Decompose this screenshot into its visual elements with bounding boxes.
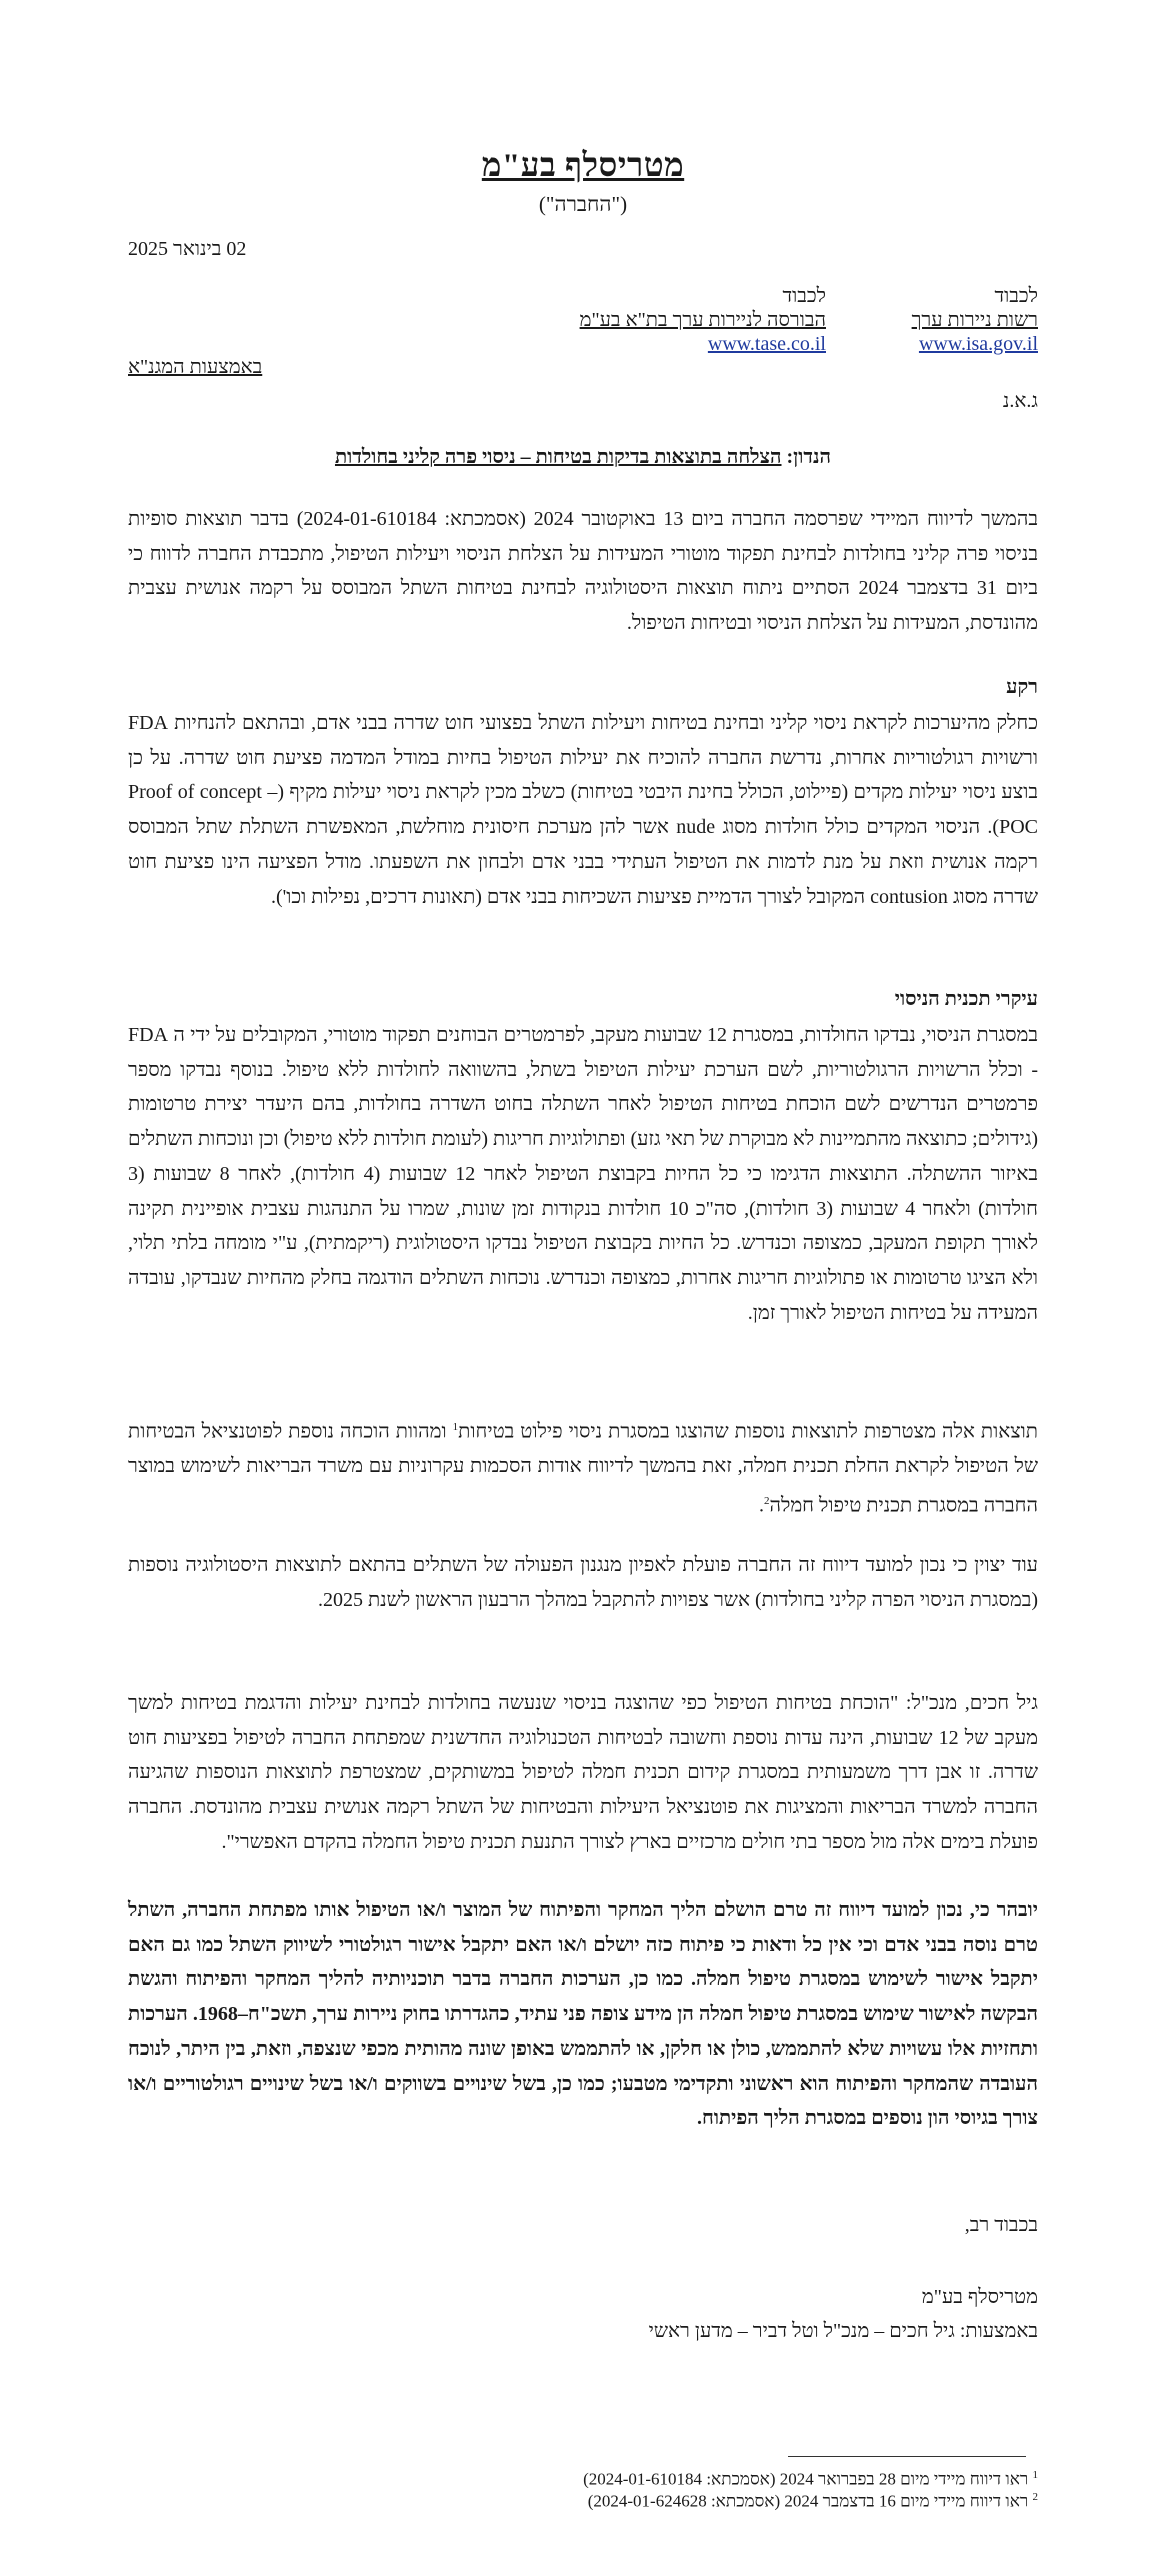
company-alias: ("החברה") xyxy=(538,192,628,216)
background-heading: רקע xyxy=(1006,676,1038,698)
addressee-tase xyxy=(580,284,826,356)
results-text-b: ומהוות הוכחה נוספת לפוטנציאל הבטיחות של הטיפול לקראת החלת תכנית חמלה, זאת בהמשך לדיווח אודות הסכמות עקרוניות עם משרד הבריאות לשימוש במוצר החברה במסגרת תכנית טיפול חמלה xyxy=(128,1420,1038,1517)
background-paragraph: כחלק מהיערכות לקראת ניסוי קליני ובחינת בטיחות ויעילות השתל בפצועי חוט שדרה בבני אדם, ובהתאם להנחיות FDA ורשויות רגולטוריות אחרות, נדרשת החברה להוכיח את יעילות הטיפול בחיות במודל המדמה פציעת חוט שדרה. על כן בוצע ניסוי יעילות מקדים (פיילוט, הכולל בחינת היבטי בטיחות) כשלב מכין לקראת ניסוי יעילות מקיף (Proof of concept – POC). הניסוי המקדים כולל חולדות מסוג nude אשר להן מערכת חיסונית מוחלשת, המאפשרת השתלת שתל המבוסס רקמה אנושית וזאת על מנת לדמות את הטיפול העתידי בבני אדם ולבחון את השפעתו. מודל הפציעה הינו פציעת חוט שדרה מסוג contusion המקובל לצורך הדמיית פציעות השכיחות בבני אדם (תאונות דרכים, נפילות וכו'). xyxy=(128,712,1038,908)
addressee-isa-salutation: לכבוד xyxy=(994,285,1038,307)
footnote-divider xyxy=(788,2456,1026,2457)
ceo-quote-paragraph: גיל חכים, מנכ"ל: "הוכחת בטיחות הטיפול כפי שהוצגה בניסוי שנעשה בחולדות לבחינת יעילות והדגמת בטיחות למשך מעקב של 12 שבועות, הינה עדות נוספת וחשובה לבטיחות הטכנולוגיה החדשנית שמפתחת החברה לטיפול בפציעות חוט שדרה. זו אבן דרך משמעותית במסגרת קידום תכנית חמלה לטיפול במשותקים, שמצטרפת לתוצאות הנוספות שהגיעה החברה למשרד הבריאות והמציגות את פוטנציאל היעילות והבטיחות של השתל רקמה אנושית עצבית מהונדסת. החברה פועלת בימים אלה מול מספר בתי חולים מרכזיים בארץ לצורך התנעת תכנית טיפול החמלה בהקדם האפשרי". xyxy=(128,1692,1039,1853)
disclaimer-paragraph: יובהר כי, נכון למועד דיווח זה טרם הושלם הליך המחקר והפיתוח של המוצר ו/או הטיפול אותו מפתחת החברה, השתל טרם נוסה בבני אדם וכי אין כל ודאות כי פיתוח כזה יושלם ו/או האם יתקבל אישור רגולטורי לשיווק השתל כמו גם האם יתקבל אישור לשימוש במסגרת טיפול חמלה. כמו כן, הערכות החברה בדבר תוכניותיה להליך המחקר והפיתוח והגשת הבקשה לאישור שימוש במסגרת טיפול חמלה הן מידע צופה פני עתיד, כהגדרתו בחוק ניירות ערך, תשכ"ח–1968. הערכות ותחזיות אלו עשויות שלא להתממש, כולן או חלקן, או להתממש באופן שונה מהותית מכפי שנצפה, וזאת, בין היתר, לנוכח העובדה שהמחקר והפיתוח הוא ראשוני ותקדימי מטבעו; כמו כן, בשל שינויים בשווקים ו/או בשל שינויים רגולטוריים ו/או צורך בגיוסי הון נוספים במסגרת הליך הפיתוח. xyxy=(128,1899,1038,2130)
addressee-tase-salutation: לכבוד xyxy=(782,285,826,307)
subject-prefix: הנדון: xyxy=(786,446,832,468)
isa-link[interactable]: www.isa.gov.il xyxy=(918,333,1038,355)
footnote-1-num: 1 xyxy=(1032,2469,1038,2481)
subject-line xyxy=(128,446,1038,469)
mechanism-paragraph: עוד יצוין כי נכון למועד דיווח זה החברה פועלת לאפיון מנגנון הפעולה של השתלים בהתאם לתוצאות היסטולוגיה נוספות (במסגרת הניסוי הפרה קליני בחולדות) אשר צפויות להתקבל במהלך הרבעון הראשון לשנת 2025. xyxy=(128,1554,1038,1611)
footnote-2-text: ראו דיווח מיידי מיום 16 בדצמבר 2024 (אסמכתא: 2024-01-624628) xyxy=(587,2491,1029,2511)
intro-paragraph: בהמשך לדיווח המיידי שפרסמה החברה ביום 13 באוקטובר 2024 (אסמכתא: 2024-01-610184) בדבר תוצאות סופיות בניסוי פרה קליני בחולדות לבחינת תפקוד מוטורי המעידות על הצלחת הניסוי ויעילות הטיפול, מתכבדת החברה לדווח כי ביום 31 בדצמבר 2024 הסתיים ניתוח תוצאות היסטולוגיה לבחינת בטיחות השתל המבוסס על רקמה אנושית עצבית מהונדסת, המעידות על הצלחת הניסוי ובטיחות הטיפול. xyxy=(128,508,1038,635)
subject-text: הצלחה בתוצאות בדיקות בטיחות – ניסוי פרה קליני בחולדות xyxy=(334,446,782,468)
addressee-tase-name: הבורסה לניירות ערך בת"א בע"מ xyxy=(579,309,826,331)
footnote-1-text: ראו דיווח מיידי מיום 28 בפברואר 2024 (אסמכתא: 2024-01-610184) xyxy=(583,2469,1029,2489)
results-text-a: תוצאות אלה מצטרפות לתוצאות נוספות שהוצגו במסגרת ניסוי פילוט בטיחות xyxy=(458,1420,1038,1443)
greeting: ג.א.נ xyxy=(1002,390,1038,412)
footnote-ref-2[interactable]: 2 xyxy=(763,1495,770,1508)
closing-company: מטריסלף בע"מ xyxy=(921,2286,1038,2308)
closing-regards: בכבוד רב, xyxy=(964,2214,1038,2236)
letter-date: 02 בינואר 2025 xyxy=(128,238,247,260)
tase-link[interactable]: www.tase.co.il xyxy=(707,333,826,355)
plan-paragraph: במסגרת הניסוי, נבדקו החולדות, במסגרת 12 שבועות מעקב, לפרמטרים הבוחנים תפקוד מוטורי, המקובלים על ידי ה FDA - וכלל הרשויות הרגולטוריות, לשם הערכת יעילות הטיפול בשתל, בהשוואה לחולדות ללא טיפול. בנוסף נבדקו מספר פרמטרים הנדרשים לשם הוכחת בטיחות הטיפול לאחר השתלה בחוט השדרה בחולדות, בהם היעדר יצירת טרטומות (גידולים; כתוצאה מהתמיינות לא מבוקרת של תאי גזע) ופתולוגיות חריגות (לעומת חולדות ללא טיפול) וכן ונוכחות השתלים באיזור ההשתלה. התוצאות הדגימו כי כל החיות בקבוצת הטיפול לאחר 12 שבועות (4 חולדות), לאחר 8 שבועות (3 חולדות) ולאחר 4 שבועות (3 חולדות), סה"כ 10 חולדות בנקודות זמן שונות, שמרו על התנהגות עצבית אופיינית תקינה לאורך תקופת המעקב, כמצופה וכנדרש. כל החיות בקבוצת הטיפול נבדקו היסטולוגית (ריקמתית), ע"י מומחה בלתי תלוי, ולא הציגו טרטומות או פתולוגיות חריגות אחרות, כמצופה וכנדרש. נוכחות השתלים הודגמה בחלק מהחיות שנבדקו, עובדה המעידה על בטיחות הטיפול לאורך זמן. xyxy=(128,1024,1038,1324)
via-magna: באמצעות המגנ"א xyxy=(128,356,263,378)
addressee-isa-name: רשות ניירות ערך xyxy=(911,309,1038,331)
company-name: מטריסלף בע"מ xyxy=(481,148,685,184)
footnote-2-num: 2 xyxy=(1032,2491,1038,2503)
footnote-ref-1[interactable]: 1 xyxy=(452,1421,459,1433)
closing-signatories: באמצעות: גיל חכים – מנכ"ל וטל דביר – מדען ראשי xyxy=(648,2320,1038,2342)
plan-heading: עיקרי תכנית הניסוי xyxy=(894,988,1038,1010)
addressee-isa xyxy=(912,284,1038,356)
results-paragraph xyxy=(128,1410,1038,1523)
footnote-2 xyxy=(128,2486,1038,2513)
results-text-c: . xyxy=(758,1494,764,1517)
